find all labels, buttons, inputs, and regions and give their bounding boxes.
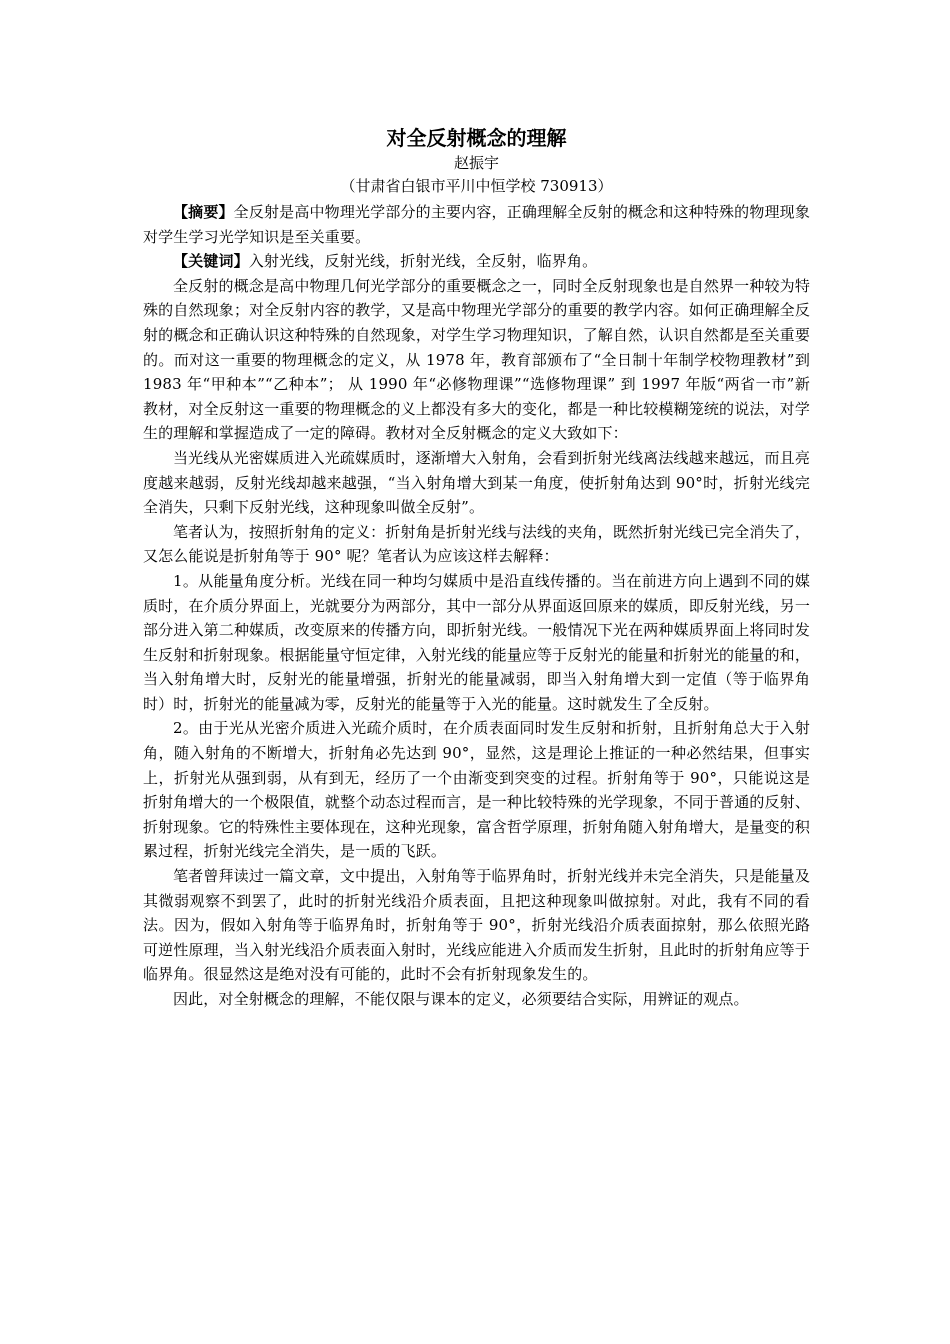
- document-title: 对全反射概念的理解: [386, 126, 567, 150]
- keywords: [143, 249, 810, 274]
- abstract-text: 全反射是高中物理光学部分的主要内容，正确理解全反射的概念和这种特殊的物理现象对学生学习光学知识是至关重要。: [143, 203, 810, 246]
- author-affiliation: （甘肃省白银市平川中恒学校 730913）: [340, 177, 613, 195]
- paragraph-point-1: 1。从能量角度分析。光线在同一种均匀媒质中是沿直线传播的。当在前进方向上遇到不同的媒质时，在介质分界面上，光就要分为两部分，其中一部分从界面返回原来的媒质，即反射光线，另一部分进入第二种媒质，改变原来的传播方向，即折射光线。一般情况下光在两种媒质界面上将同时发生反射和折射现象。根据能量守恒定律，入射光线的能量应等于反射光的能量和折射光的能量的和，当入射角增大时，反射光的能量增强，折射光的能量减弱，即当入射角增大到一定值（等于临界角时）时，折射光的能量减为零，反射光的能量等于入光的能量。这时就发生了全反射。: [143, 571, 810, 713]
- paragraph-textbook-definition: 当光线从光密媒质进入光疏媒质时，逐渐增大入射角，会看到折射光线离法线越来越远，而且亮度越来越弱，反射光线却越来越强，“当入射角增大到某一角度，使折射角达到 90°时，折射光线完全消失，只剩下反射光线，这种现象叫做全反射”。: [143, 448, 810, 517]
- paragraph-author-view: 笔者认为，按照折射角的定义：折射角是折射光线与法线的夹角，既然折射光线已完全消失了，又怎么能说是折射角等于 90° 呢？笔者认为应该这样去解释：: [143, 522, 810, 566]
- paragraph-conclusion: 因此，对全射概念的理解，不能仅限与课本的定义，必须要结合实际，用辨证的观点。: [173, 990, 749, 1008]
- paragraph-intro: 全反射的概念是高中物理几何光学部分的重要概念之一，同时全反射现象也是自然界一种较为特殊的自然现象；对全反射内容的教学，又是高中物理光学部分的重要的教学内容。如何正确理解全反射的概念和正确认识这种特殊的自然现象，对学生学习物理知识，了解自然，认识自然都是至关重要的。而对这一重要的物理概念的定义，从 1978 年，教育部颁布了“全日制十年制学校物理教材”到 1983 年“甲种本”“乙种本”； 从 1990 年“必修物理课”“选修物理课” 到 1997 年版“两省一市”新教材，对全反射这一重要的物理概念的义上都没有多大的变化，都是一种比较模糊笼统的说法，对学生的理解和掌握造成了一定的障碍。教材对全反射概念的定义大致如下：: [143, 276, 810, 443]
- keywords-label: 【关键词】: [173, 252, 249, 271]
- author-name: 赵振宇: [453, 154, 499, 172]
- paragraph-grazing: 笔者曾拜读过一篇文章，文中提出，入射角等于临界角时，折射光线并未完全消失，只是能量及其微弱观察不到罢了，此时的折射光线沿介质表面，且把这种现象叫做掠射。对此，我有不同的看法。因为，假如入射角等于临界角时，折射角等于 90°，折射光线沿介质表面掠射，那么依照光路可逆性原理，当入射光线沿介质表面入射时，光线应能进入介质而发生折射，且此时的折射角应等于临界角。很显然这是绝对没有可能的，此时不会有折射现象发生的。: [143, 867, 810, 984]
- paragraph-point-2: 2。由于光从光密介质进入光疏介质时，在介质表面同时发生反射和折射，且折射角总大于入射角，随入射角的不断增大，折射角必先达到 90°，显然，这是理论上推证的一种必然结果，但事实上，折射光从强到弱，从有到无，经历了一个由渐变到突变的过程。折射角等于 90°，只能说这是折射角增大的一个极限值，就整个动态过程而言，是一种比较特殊的光学现象，不同于普通的反射、折射现象。它的特殊性主要体现在，这种光现象，富含哲学原理，折射角随入射角增大，是量变的积累过程，折射光线完全消失，是一质的飞跃。: [143, 719, 810, 861]
- document-page: [143, 124, 810, 1012]
- abstract: [143, 200, 810, 249]
- abstract-label: 【摘要】: [173, 203, 234, 221]
- keywords-text: 入射光线，反射光线，折射光线，全反射，临界角。: [248, 252, 598, 271]
